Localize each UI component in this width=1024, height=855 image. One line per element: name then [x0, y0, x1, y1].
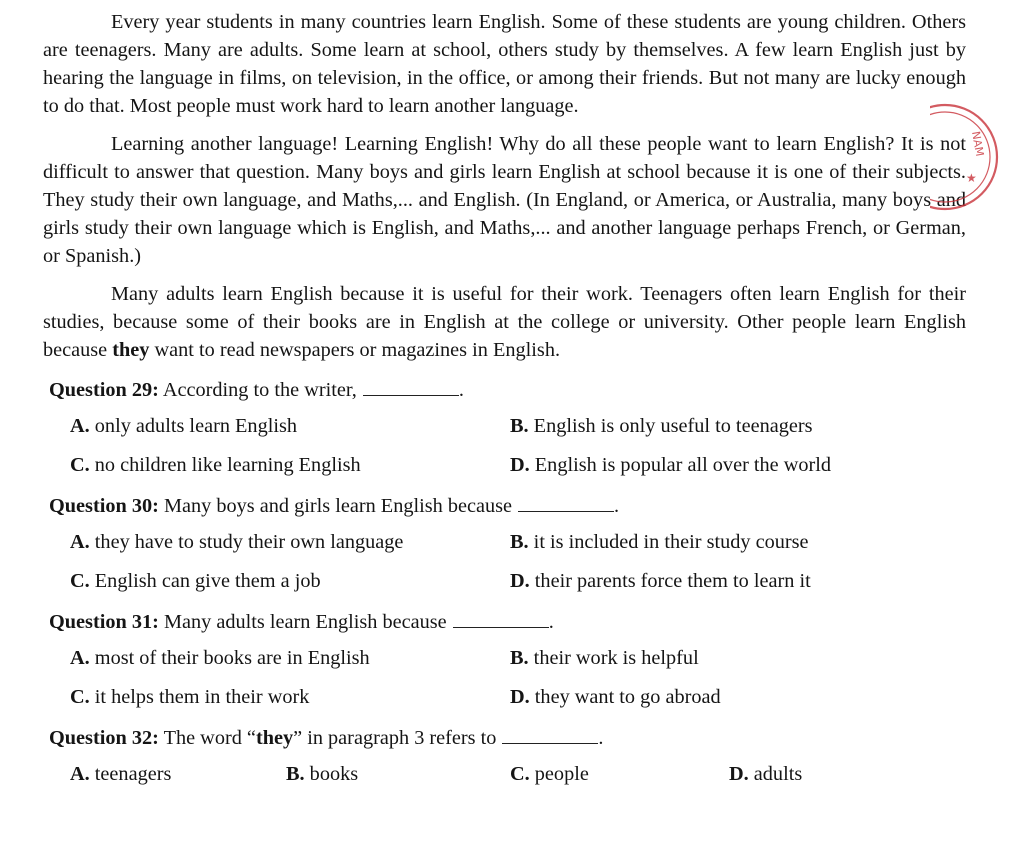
passage-paragraph-1: Every year students in many countries learn English. Some of these students are young children. Others are teenagers. Many are adults. Some learn at school, others study by themselves. A few learn English just by hearing the language in films, on television, in the office, or among their friends. But not many are lucky enough to do that. Most people must work hard to learn another language.: [43, 11, 966, 117]
question-32-text-start: The word “: [158, 727, 256, 749]
question-29-text: According to the writer,: [158, 379, 357, 401]
option-c-letter: C.: [70, 454, 90, 476]
option-c-letter: C.: [70, 686, 90, 708]
option-d-text: they want to go abroad: [529, 686, 721, 708]
question-30-stem: [49, 492, 966, 520]
option-b-letter: B.: [510, 415, 529, 437]
passage-paragraph-2: Learning another language! Learning English! Why do all these people want to learn English? It is not difficult to answer that question. Many boys and girls learn English at school because it is one of their subjects. They study their own language, and Maths,... and English. (In England, or America, or Australia, many boys and girls study their own language which is English, and Maths,... and another language perhaps French, or German, or Spanish.): [43, 133, 966, 267]
option-c-letter: C.: [510, 763, 530, 785]
option-c-letter: C.: [70, 570, 90, 592]
option-d[interactable]: [510, 683, 721, 711]
option-a[interactable]: [70, 528, 403, 556]
option-a-letter: A.: [70, 647, 90, 669]
options-row: [43, 520, 966, 559]
option-d[interactable]: [729, 760, 802, 788]
answer-blank: [518, 493, 614, 512]
options-row: [43, 675, 966, 714]
option-c-text: English can give them a job: [89, 570, 321, 592]
option-c-text: no children like learning English: [89, 454, 361, 476]
option-b[interactable]: [510, 644, 699, 672]
question-31-label: Question 31:: [49, 611, 159, 633]
option-b-text: it is included in their study course: [528, 531, 809, 553]
paragraph-3-text-start: Many adults learn English because it is useful for their work. Teenagers often learn English for their studies, because some of their books are in English at the college or university. Other people learn English because: [43, 283, 966, 361]
option-d-text: their parents force them to learn it: [529, 570, 811, 592]
option-d-letter: D.: [510, 686, 530, 708]
paragraph-3-text-end: want to read newspapers or magazines in English.: [149, 339, 561, 361]
option-d-letter: D.: [510, 454, 530, 476]
question-31-end: .: [548, 611, 554, 633]
option-a-text: they have to study their own language: [89, 531, 404, 553]
options-row: [43, 559, 966, 598]
question-31-text: Many adults learn English because: [158, 611, 447, 633]
question-29: [43, 376, 966, 482]
option-d[interactable]: [510, 567, 811, 595]
option-a[interactable]: [70, 644, 370, 672]
option-b-letter: B.: [510, 531, 529, 553]
answer-blank: [453, 609, 549, 628]
option-a-letter: A.: [70, 531, 90, 553]
option-d-letter: D.: [510, 570, 530, 592]
options-row: [43, 752, 966, 791]
question-32-stem: [49, 724, 966, 752]
option-a[interactable]: [70, 760, 171, 788]
option-c[interactable]: [70, 567, 321, 595]
option-c-text: people: [529, 763, 589, 785]
option-a-letter: A.: [70, 415, 90, 437]
options-row: [43, 443, 966, 482]
question-32: [43, 724, 966, 791]
question-29-end: .: [458, 379, 464, 401]
paragraph-3-bold-word: they: [112, 339, 150, 361]
option-c[interactable]: [70, 451, 361, 479]
question-29-label: Question 29:: [49, 379, 159, 401]
question-32-bold-word: they: [255, 727, 294, 749]
options-row: [43, 636, 966, 675]
option-b[interactable]: [286, 760, 358, 788]
option-b[interactable]: [510, 528, 809, 556]
answer-blank: [502, 725, 598, 744]
options-row: [43, 404, 966, 443]
option-c[interactable]: [70, 683, 309, 711]
answer-blank: [363, 377, 459, 396]
question-30: [43, 492, 966, 598]
stamp-text: NAM: [969, 130, 987, 158]
option-b-letter: B.: [286, 763, 305, 785]
option-b-text: books: [304, 763, 359, 785]
option-b-text: English is only useful to teenagers: [528, 415, 813, 437]
star-icon: ★: [966, 171, 977, 185]
question-30-label: Question 30:: [49, 495, 159, 517]
option-d-text: English is popular all over the world: [529, 454, 832, 476]
passage-paragraph-3: [43, 280, 966, 364]
question-31-stem: [49, 608, 966, 636]
option-c[interactable]: [510, 760, 589, 788]
option-b-letter: B.: [510, 647, 529, 669]
option-b[interactable]: [510, 412, 813, 440]
option-d-text: adults: [748, 763, 803, 785]
question-30-end: .: [614, 495, 620, 517]
option-c-text: it helps them in their work: [89, 686, 310, 708]
question-32-text-end: ” in paragraph 3 refers to: [293, 727, 497, 749]
question-32-label: Question 32:: [49, 727, 159, 749]
option-a[interactable]: [70, 412, 297, 440]
question-32-end: .: [598, 727, 604, 749]
option-a-letter: A.: [70, 763, 90, 785]
reading-page: [43, 8, 966, 791]
option-d-letter: D.: [729, 763, 749, 785]
option-a-text: teenagers: [89, 763, 172, 785]
option-a-text: most of their books are in English: [89, 647, 370, 669]
question-31: [43, 608, 966, 714]
option-d[interactable]: [510, 451, 831, 479]
question-29-stem: [49, 376, 966, 404]
option-a-text: only adults learn English: [89, 415, 298, 437]
question-30-text: Many boys and girls learn English because: [158, 495, 513, 517]
option-b-text: their work is helpful: [528, 647, 699, 669]
